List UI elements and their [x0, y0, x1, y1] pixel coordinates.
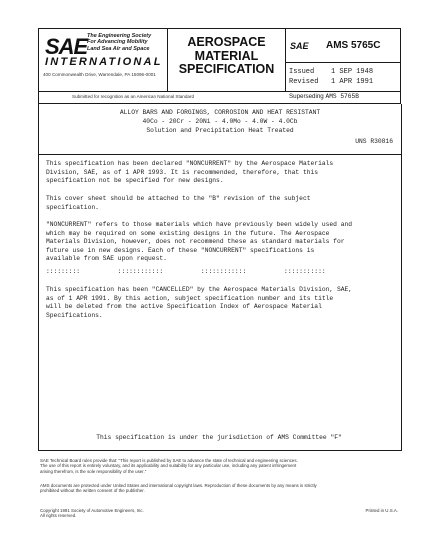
- doc-number: AMS 5765C: [326, 40, 381, 51]
- sae-logo: SAE: [45, 34, 88, 59]
- international-wordmark: INTERNATIONAL: [45, 56, 163, 68]
- copyright-notice: Copyright 1991 Society of Automotive Engineers, Inc. All rights reserved.: [40, 508, 144, 519]
- technical-board-note: SAE Technical Board rules provide that: "This report is published by SAE to advance the state of technical and engineering sciences. The use of this report is entirely voluntary, and its applicability and suitability for any particular use, including any patent infringement arising therefrom, is the sole responsibility of the user.": [40, 458, 298, 474]
- cover-sheet-paragraph: This cover sheet should be attached to the "B" revision of the subject specification.: [46, 195, 311, 211]
- subject-box: [38, 104, 402, 155]
- sae-box-logo: SAE: [290, 41, 309, 51]
- sae-tagline: The Engineering Society For Advancing Mobility Land Sea Air and Space: [87, 33, 152, 52]
- issued-row: Issued 1 SEP 1948: [289, 68, 374, 76]
- doc-number-box: [288, 33, 398, 59]
- standard-note: Submitted for recognition as an American National Standard: [72, 94, 195, 99]
- revised-row: Revised 1 APR 1991: [289, 78, 374, 86]
- document-type-title: AEROSPACE MATERIAL SPECIFICATION: [178, 35, 275, 77]
- subject-composition: 40Co - 20Cr - 20Ni - 4.0Mo - 4.0W - 4.0Cb: [142, 118, 298, 125]
- printed-in: Printed in U.S.A.: [365, 508, 398, 513]
- subject-condition: Solution and Precipitation Heat Treated: [146, 127, 294, 134]
- noncurrent-definition-paragraph: "NONCURRENT" refers to those materials which have previously been widely used and which may be required on some existing designs in the future. The Aerospace Materials Division, however, does not recommend these as standard materials for future use in new designs. Each of these "NONCURRENT" specifications is available from SAE upon request.: [46, 221, 353, 263]
- jurisdiction-statement: This specification is under the jurisdiction of AMS Committee "F": [96, 434, 342, 441]
- sae-address: 400 Commonwealth Drive, Warrendale, PA 15096-0001: [43, 72, 156, 77]
- sae-logo-block: [41, 31, 166, 89]
- superseding-row: Superseding AMS 5765B: [289, 93, 359, 100]
- subject-title: ALLOY BARS AND FORGINGS, CORROSION AND HEAT RESISTANT: [119, 109, 321, 116]
- copyright-protection-note: AMS documents are protected under United States and international copyright laws. Reproduction of these documents by any means is strictly prohibited without the written consent of the publisher.: [40, 483, 317, 494]
- cancelled-paragraph: This specification has been "CANCELLED" by the Aerospace Materials Division, SAE, as of 1 APR 1991. By this action, subject specification number and its title will be deleted from the active Specification Index of Aerospace Material Specifications.: [46, 286, 353, 319]
- noncurrent-paragraph: This specification has been declared "NONCURRENT" by the Aerospace Materials Division, SAE, as of 1 APR 1993. It is recommended, therefore, that this specification not be specified for new designs.: [46, 160, 334, 185]
- uns-number: UNS R30816: [355, 138, 393, 145]
- section-separator: ::::::::: :::::::::::: :::::::::::: :::::::::::: [46, 268, 326, 275]
